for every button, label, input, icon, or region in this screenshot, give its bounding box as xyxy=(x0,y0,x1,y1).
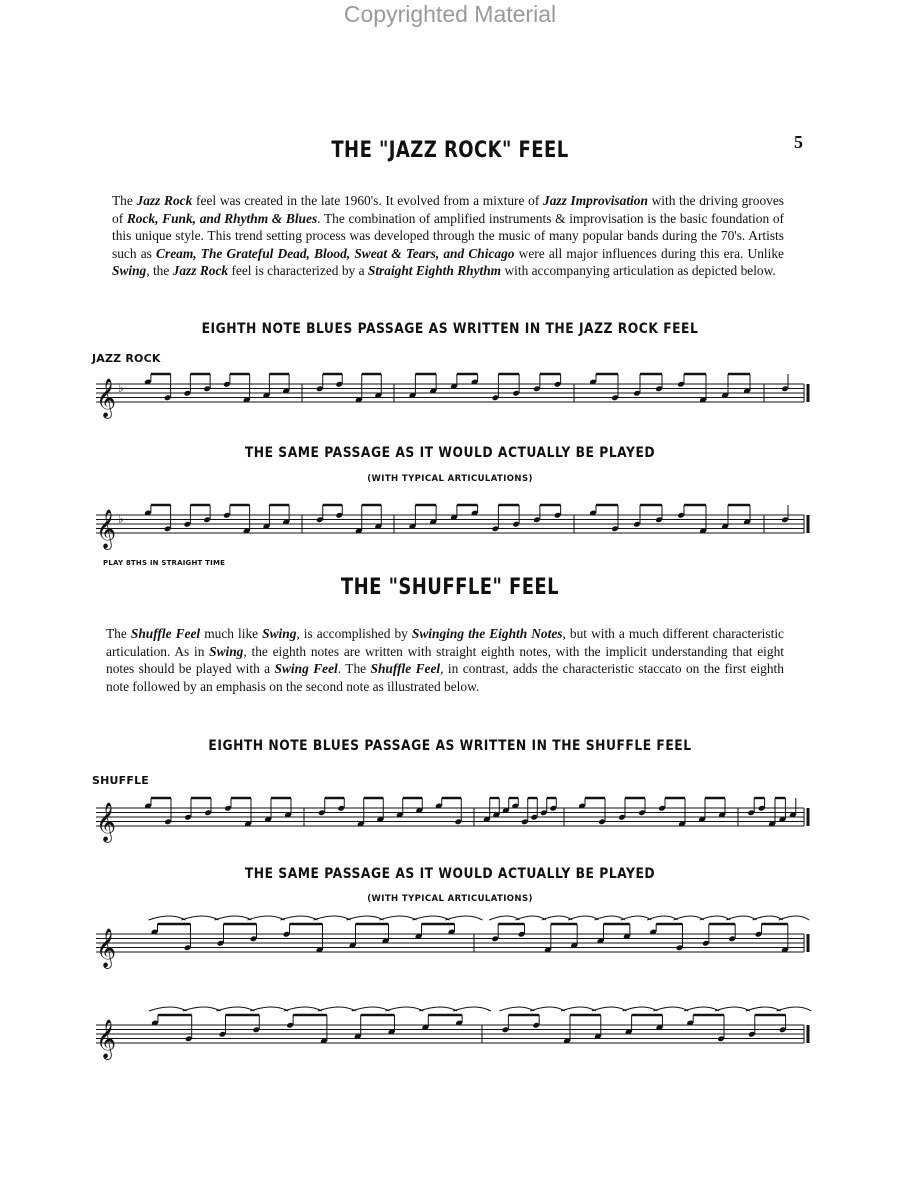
emphasized-term: Straight Eighth Rhythm xyxy=(367,263,502,279)
slur-arc xyxy=(182,916,219,920)
staff-jazz-rock-played xyxy=(90,505,810,555)
emphasized-term: Swing Feel xyxy=(274,661,338,677)
play-straight-note: PLAY 8THS IN STRAIGHT TIME xyxy=(103,559,226,567)
jazz-rock-paragraph: The Jazz Rock feel was created in the late 1960's. It evolved from a mixture of Jazz Improvisation with the driving grooves of Rock, Funk, and Rhythm & Blues. The combination of amplified instruments & improvisation is the basic foundation of this unique style. This trend setting process was developed through the music of many popular bands during the 70's. Artists such as Cream, The Grateful Dead, Blood, Sweat & Tears, and Chicago were all major influences during this era. Unlike Swing, the Jazz Rock feel is characterized by a Straight Eighth Rhythm with accompanying articulation as depicted below. xyxy=(112,193,784,279)
emphasized-term: Cream, The Grateful Dead, Blood, Sweat & Tears, and Chicago xyxy=(156,245,515,261)
treble-clef-icon: 𝄞 xyxy=(96,928,117,968)
slur-arc xyxy=(592,1007,627,1011)
slur-arc xyxy=(183,1007,221,1011)
staff-shuffle-played-2 xyxy=(90,1007,810,1067)
slur-arc xyxy=(726,916,756,920)
emphasized-term: Shuffle Feel xyxy=(130,626,201,641)
shuffle-played-heading: THE SAME PASSAGE AS IT WOULD ACTUALLY BE PLAYED xyxy=(244,866,656,882)
slur-arc xyxy=(386,1007,424,1011)
slur-arc xyxy=(347,916,384,920)
slur-arc xyxy=(530,1007,565,1011)
jazz-rock-written-heading: EIGHTH NOTE BLUES PASSAGE AS WRITTEN IN THE JAZZ ROCK FEEL xyxy=(201,321,699,337)
slur-arc xyxy=(215,916,252,920)
treble-clef-icon: 𝄞 xyxy=(96,509,117,549)
shuffle-title: THE "SHUFFLE" FEEL xyxy=(340,575,560,600)
emphasized-term: Swing xyxy=(262,626,297,641)
jazz-rock-title: THE "JAZZ ROCK" FEEL xyxy=(331,138,569,163)
slur-arc xyxy=(777,1007,812,1011)
slur-arc xyxy=(499,1007,534,1011)
slur-arc xyxy=(684,1007,719,1011)
slur-arc xyxy=(149,1007,187,1011)
page-number: 5 xyxy=(794,132,803,152)
slur-arc xyxy=(149,916,186,920)
shuffle-written-heading: EIGHTH NOTE BLUES PASSAGE AS WRITTEN IN THE SHUFFLE FEEL xyxy=(208,738,692,754)
slur-arc xyxy=(419,1007,457,1011)
emphasized-term: Jazz Rock xyxy=(136,193,193,208)
staff-shuffle-played-1 xyxy=(90,916,810,976)
slur-arc xyxy=(753,916,783,920)
treble-clef-icon: 𝄞 xyxy=(96,1019,117,1059)
slur-arc xyxy=(715,1007,750,1011)
emphasized-term: Rock, Funk, and Rhythm & Blues xyxy=(126,210,318,226)
slur-arc xyxy=(489,916,519,920)
slur-arc xyxy=(746,1007,781,1011)
key-flat-icon: ♭ xyxy=(118,381,124,395)
key-flat-icon: ♭ xyxy=(118,512,124,526)
slur-arc xyxy=(700,916,730,920)
treble-clef-icon: 𝄞 xyxy=(96,378,117,418)
slur-arc xyxy=(568,916,598,920)
emphasized-term: Swing xyxy=(209,643,244,659)
slur-arc xyxy=(217,1007,255,1011)
copyright-watermark: Copyrighted Material xyxy=(343,1,557,27)
emphasized-term: Shuffle Feel xyxy=(370,661,441,677)
slur-arc xyxy=(653,1007,688,1011)
shuffle-articulation-note: (WITH TYPICAL ARTICULATIONS) xyxy=(367,894,533,904)
staff-jazz-rock-written xyxy=(90,374,810,424)
slur-arc xyxy=(281,916,318,920)
slur-arc xyxy=(446,916,483,920)
slur-arc xyxy=(248,916,285,920)
emphasized-term: Jazz Improvisation xyxy=(543,193,648,208)
treble-clef-icon: 𝄞 xyxy=(96,802,117,842)
emphasized-term: Jazz Rock xyxy=(172,263,229,279)
shuffle-paragraph: The Shuffle Feel much like Swing, is accomplished by Swinging the Eighth Notes, but with a much different characteristic articulation. As in Swing, the eighth notes are written with straight eighth notes, with the implicit understanding that eight notes should be played with a Swing Feel. The Shuffle Feel, in contrast, adds the characteristic staccato on the first eighth note followed by an emphasis on the second note as illustrated below. xyxy=(106,626,784,694)
slur-arc xyxy=(318,1007,356,1011)
slur-arc xyxy=(621,916,651,920)
emphasized-term: Swing xyxy=(112,263,147,279)
jazz-rock-style-label: JAZZ ROCK xyxy=(92,352,161,365)
slur-arc xyxy=(595,916,625,920)
staff-shuffle-written xyxy=(90,796,810,846)
slur-arc xyxy=(314,916,351,920)
slur-arc xyxy=(516,916,546,920)
shuffle-style-label: SHUFFLE xyxy=(92,774,150,787)
slur-arc xyxy=(453,1007,491,1011)
emphasized-term: Swinging the Eighth Notes xyxy=(411,626,563,641)
slur-arc xyxy=(380,916,417,920)
slur-arc xyxy=(561,1007,596,1011)
jazz-rock-articulation-note: (WITH TYPICAL ARTICULATIONS) xyxy=(367,474,533,484)
slur-arc xyxy=(623,1007,658,1011)
slur-arc xyxy=(674,916,704,920)
jazz-rock-played-heading: THE SAME PASSAGE AS IT WOULD ACTUALLY BE PLAYED xyxy=(244,445,656,461)
slur-arc xyxy=(250,1007,288,1011)
slur-arc xyxy=(542,916,572,920)
slur-arc xyxy=(284,1007,322,1011)
slur-arc xyxy=(352,1007,390,1011)
slur-arc xyxy=(647,916,677,920)
slur-arc xyxy=(413,916,450,920)
slur-arc xyxy=(779,916,809,920)
